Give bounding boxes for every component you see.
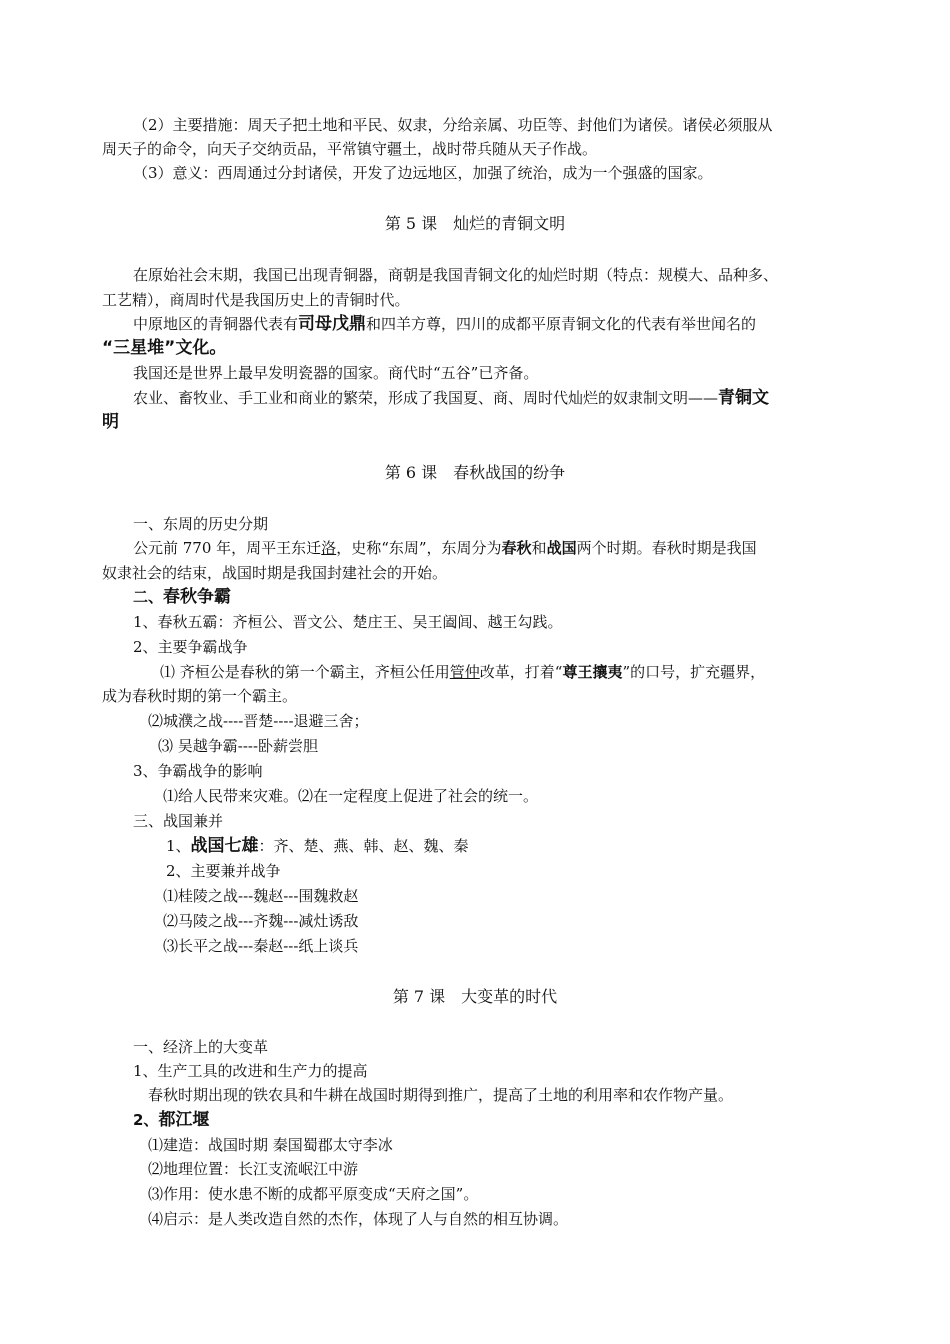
tools-text: 春秋时期出现的铁农具和牛耕在战国时期得到推广，提高了土地的利用率和农作物产量。 (148, 1086, 734, 1104)
bronze-para-2-line-1 (133, 312, 756, 336)
seven-states-list: ：齐、楚、燕、韩、赵、魏、秦 (258, 837, 469, 855)
ez-pre: 公元前 770 年，周平王东迁 (133, 539, 322, 557)
bronze-para-2-pre: 中原地区的青铜器代表有 (133, 315, 299, 333)
dujiangyan-construction: ⑴建造：战国时期 秦国蜀郡太守李冰 (148, 1136, 393, 1154)
measures-line-2: 周天子的命令，向天子交纳贡品，平常镇守疆土，战时带兵随从天子作战。 (102, 140, 598, 158)
zunwang-rangyi-bold: 尊王攘夷 (562, 663, 623, 681)
lesson-5-title: 第 5 课 灿烂的青铜文明 (384, 214, 566, 233)
chengpu-line: ⑵城濮之战----晋楚----退避三舍； (148, 712, 369, 730)
significance-line: （3）意义：西周通过分封诸侯，开发了边远地区，加强了统治，成为一个强盛的国家。 (133, 164, 713, 182)
hegemony-heading (133, 585, 231, 609)
qi-huangong-line-2: 成为春秋时期的第一个霸主。 (102, 687, 298, 705)
qh-post: ”的口号，扩充疆界， (622, 663, 766, 681)
sanxingdui-bold: “三星堆”文化。 (102, 338, 227, 358)
five-hegemons-line: 1、春秋五霸：齐桓公、晋文公、楚庄王、吴王阖闾、越王勾践。 (133, 613, 563, 631)
bronze-civilization-bold-b: 明 (102, 412, 119, 432)
eastern-zhou-para-line-2: 奴隶社会的结束，战国时期是我国封建社会的开始。 (102, 564, 448, 582)
war-impact-text: ⑴给人民带来灾难。⑵在一定程度上促进了社会的统一。 (163, 787, 539, 805)
eastern-zhou-para-line-1 (133, 536, 757, 560)
simuwu-ding-bold: 司母戊鼎 (298, 314, 367, 334)
hegemony-wars-heading: 2、主要争霸战争 (133, 638, 248, 656)
annexation-heading: 三、战国兼并 (133, 812, 224, 830)
annexation-wars-heading: 2、主要兼并战争 (166, 862, 281, 880)
luo-underlined: 洛 (321, 539, 337, 557)
qi-huangong-line-1 (160, 660, 765, 684)
dujiangyan-bold: 都江堰 (158, 1110, 210, 1130)
guiling-line: ⑴桂陵之战---魏赵---围魏救赵 (163, 887, 359, 905)
bronze-para-2-post: 和四羊方尊，四川的成都平原青铜文化的代表有举世闻名的 (366, 315, 757, 333)
ez-mid2: 和 (531, 539, 547, 557)
wu-yue-line: ⑶ 吴越争霸----卧薪尝胆 (158, 737, 319, 755)
measures-line-1: （2）主要措施：周天子把土地和平民、奴隶，分给亲属、功臣等、封他们为诸侯。诸侯必须服从 (133, 116, 773, 134)
bronze-civilization-bold-a: 青铜文 (718, 388, 770, 408)
civilization-line-1 (133, 386, 769, 410)
dujiangyan-num: 2、 (133, 1111, 159, 1129)
bronze-para-1-line-2: 工艺精），商周时代是我国历史上的青铜时代。 (102, 291, 410, 309)
economic-change-heading: 一、经济上的大变革 (133, 1038, 269, 1056)
guanzhong-underlined: 管仲 (449, 663, 480, 681)
qh-pre: ⑴ 齐桓公是春秋的第一个霸主，齐桓公任用 (160, 663, 450, 681)
hegemony-num: 二、 (133, 588, 164, 606)
war-impact-heading: 3、争霸战争的影响 (133, 762, 263, 780)
dujiangyan-location: ⑵地理位置：长江支流岷江中游 (148, 1160, 359, 1178)
zhanguo-bold: 战国 (546, 539, 577, 557)
dujiangyan-function: ⑶作用：使水患不断的成都平原变成“天府之国”。 (148, 1185, 479, 1203)
dujiangyan-inspiration: ⑷启示：是人类改造自然的杰作，体现了人与自然的相互协调。 (148, 1210, 569, 1228)
seven-states-line (166, 834, 469, 858)
maling-line: ⑵马陵之战---齐魏---减灶诱敌 (163, 912, 359, 930)
lesson-6-title: 第 6 课 春秋战国的纷争 (384, 463, 566, 482)
lesson-7-title: 第 7 课 大变革的时代 (392, 987, 558, 1006)
seven-states-num: 1、 (166, 837, 191, 855)
seven-states-bold: 战国七雄 (190, 836, 259, 856)
bronze-para-1-line-1: 在原始社会末期，我国已出现青铜器，商朝是我国青铜文化的灿烂时期（特点：规模大、品种多、 (133, 266, 779, 284)
porcelain-line: 我国还是世界上最早发明瓷器的国家。商代时“五谷”已齐备。 (133, 364, 539, 382)
tools-heading: 1、生产工具的改进和生产力的提高 (133, 1062, 368, 1080)
changping-line: ⑶长平之战---秦赵---纸上谈兵 (163, 937, 359, 955)
chunqiu-bold: 春秋 (501, 539, 532, 557)
ez-post: 两个时期。春秋时期是我国 (576, 539, 757, 557)
dujiangyan-heading (133, 1108, 209, 1132)
civilization-pre: 农业、畜牧业、手工业和商业的繁荣，形成了我国夏、商、周时代灿烂的奴隶制文明—— (133, 389, 719, 407)
hegemony-title: 春秋争霸 (163, 587, 232, 607)
eastern-zhou-heading: 一、东周的历史分期 (133, 515, 269, 533)
qh-mid: 改革，打着“ (479, 663, 563, 681)
ez-mid1: ，史称“东周”，东周分为 (336, 539, 502, 557)
